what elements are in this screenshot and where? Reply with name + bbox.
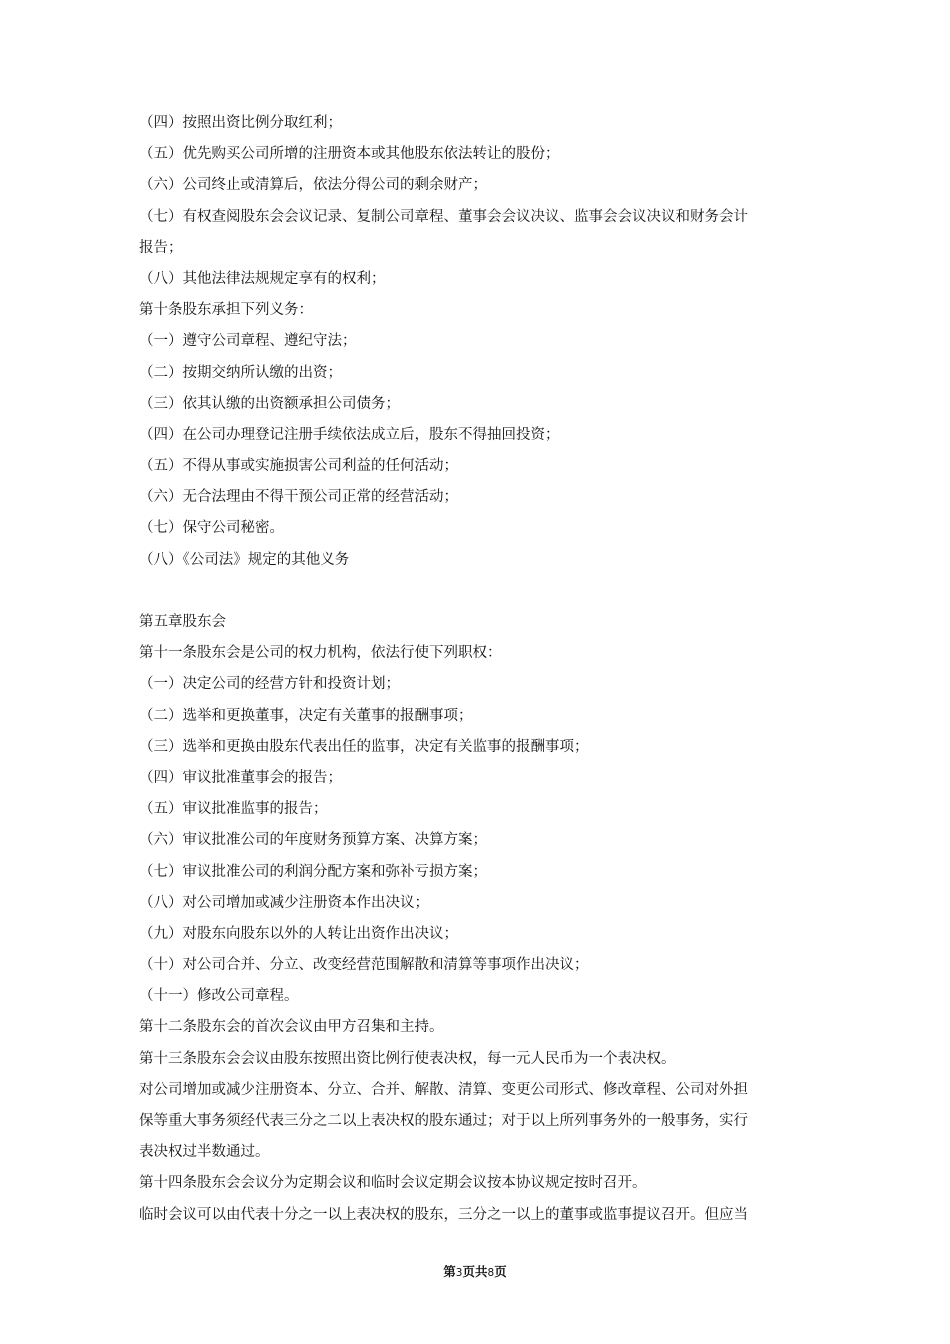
text-line: 第十条股东承担下列义务： [139, 302, 313, 319]
footer-middle: 页共 [462, 1264, 488, 1279]
text-line: （八）对公司增加或减少注册资本作出决议； [139, 894, 429, 911]
text-line: （七）保守公司秘密。 [139, 520, 284, 537]
text-line: （五）优先购买公司所增的注册资本或其他股东依法转让的股份； [139, 146, 560, 163]
text-line: （十一）修改公司章程。 [139, 988, 299, 1005]
text-line: 第十二条股东会的首次会议由甲方召集和主持。 [139, 1019, 444, 1036]
text-line: （五）审议批准监事的报告； [139, 801, 328, 818]
document-body [139, 108, 814, 1231]
text-line: （四）在公司办理登记注册手续依法成立后，股东不得抽回投资； [139, 426, 560, 443]
footer-suffix: 页 [494, 1264, 507, 1279]
text-line: （三）选举和更换由股东代表出任的监事，决定有关监事的报酬事项； [139, 738, 589, 755]
text-line: 第十三条股东会会议由股东按照出资比例行使表决权，每一元人民币为一个表决权。 [139, 1050, 676, 1067]
text-line: （一）遵守公司章程、遵纪守法； [139, 333, 357, 350]
text-line: （七）审议批准公司的利润分配方案和弥补亏损方案； [139, 863, 487, 880]
text-line: （一）决定公司的经营方针和投资计划； [139, 676, 400, 693]
text-line: （二）选举和更换董事，决定有关董事的报酬事项； [139, 707, 473, 724]
text-line: （三）依其认缴的出资额承担公司债务； [139, 395, 400, 412]
text-line: （五）不得从事或实施损害公司利益的任何活动； [139, 458, 458, 475]
total-page-number: 8 [487, 1267, 495, 1279]
text-line: （六）审议批准公司的年度财务预算方案、决算方案； [139, 832, 487, 849]
text-line: 对公司增加或减少注册资本、分立、合并、解散、清算、变更公司形式、修改章程、公司对外担 [139, 1081, 748, 1098]
text-line: （七）有权查阅股东会会议记录、复制公司章程、董事会会议决议、监事会会议决议和财务会计 [139, 208, 748, 225]
footer-prefix: 第 [443, 1264, 456, 1279]
text-line: 第五章股东会 [139, 614, 226, 630]
text-line: （十）对公司合并、分立、改变经营范围解散和清算等事项作出决议； [139, 957, 589, 974]
text-line: 报告； [139, 239, 183, 256]
text-line: 保等重大事务须经代表三分之二以上表决权的股东通过；对于以上所列事务外的一般事务，实行 [139, 1113, 748, 1129]
current-page-number: 3 [455, 1267, 463, 1279]
blank-line [139, 576, 814, 607]
text-line: 表决权过半数通过。 [139, 1144, 270, 1161]
text-line: 临时会议可以由代表十分之一以上表决权的股东，三分之一以上的董事或监事提议召开。但应当 [139, 1206, 748, 1223]
text-line: （六）公司终止或清算后，依法分得公司的剩余财产； [139, 177, 487, 194]
text-line: （二）按期交纳所认缴的出资； [139, 364, 342, 381]
text-line: （四）审议批准董事会的报告； [139, 769, 342, 786]
page-footer [0, 1262, 950, 1280]
text-line: （四）按照出资比例分取红利； [139, 115, 342, 131]
text-line: （八）其他法律法规规定享有的权利； [139, 270, 386, 287]
text-line: 第十四条股东会会议分为定期会议和临时会议定期会议按本协议规定按时召开。 [139, 1175, 647, 1192]
text-line: 第十一条股东会是公司的权力机构，依法行使下列职权： [139, 645, 502, 662]
text-line: （九）对股东向股东以外的人转让出资作出决议； [139, 925, 458, 942]
text-line: （八）《公司法》规定的其他义务 [139, 551, 350, 568]
text-line: （六）无合法理由不得干预公司正常的经营活动； [139, 489, 458, 506]
